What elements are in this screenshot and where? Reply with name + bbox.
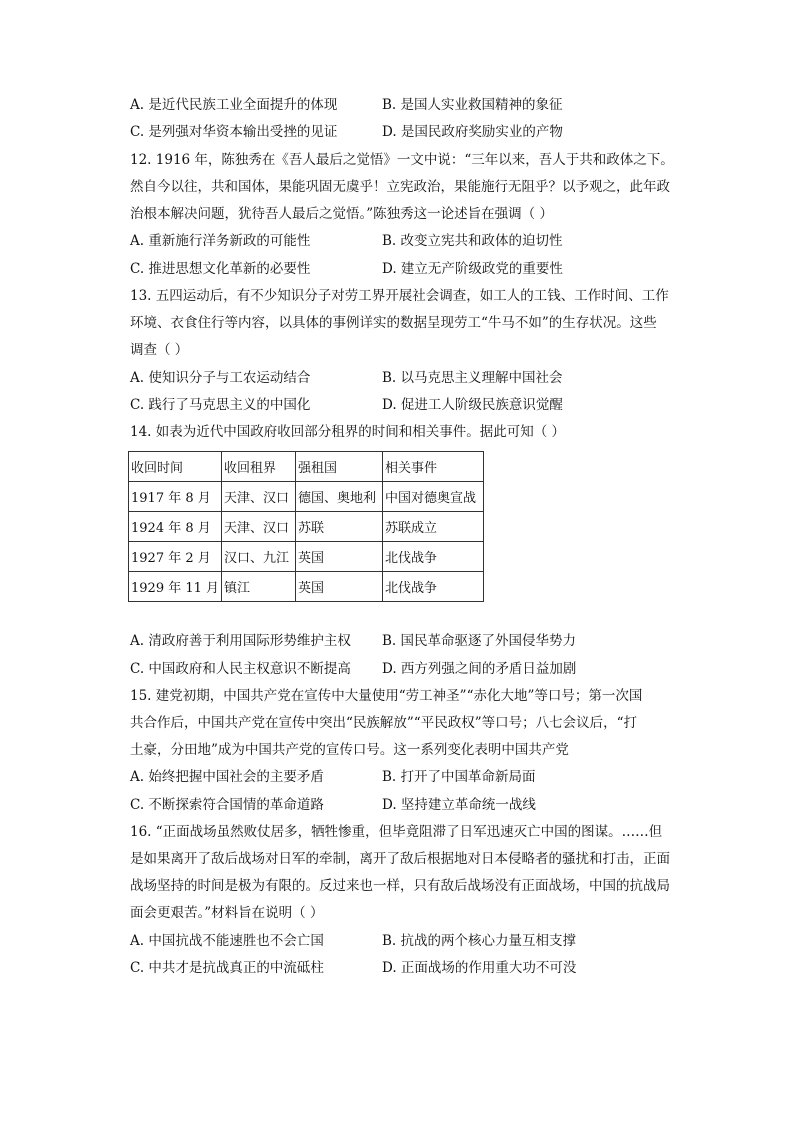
q16-stem-line-3: 战场坚持的时间是极为有限的。反过来也一样，只有敌后战场没有正面战场，中国的抗战局: [130, 878, 670, 894]
q16-stem-line-1: 16. “正面战场虽然败仗居多，牺牲惨重，但毕竟阻滞了日军迅速灭亡中国的图谋。……但: [130, 824, 663, 840]
q16-option-d: D. 正面战场的作用重大功不可没: [382, 960, 577, 976]
q13-option-d: D. 促进工人阶级民族意识觉醒: [382, 397, 563, 413]
q15-option-b: B. 打开了中国革命新局面: [382, 769, 536, 785]
q14-option-d: D. 西方列强之间的矛盾日益加剧: [382, 661, 577, 677]
q13-option-a: A. 使知识分子与工农运动结合: [130, 370, 311, 386]
table-header-row: [129, 452, 484, 482]
q13-option-c: C. 践行了马克思主义的中国化: [130, 397, 311, 413]
table-cell: 1924 年 8 月: [129, 512, 222, 542]
q13-stem-line-3: 调查（ ）: [130, 342, 189, 358]
q15-stem-line-3: 土豪，分田地”成为中国共产党的宣传口号。这一系列变化表明中国共产党: [130, 742, 569, 758]
q14-option-c: C. 中国政府和人民主权意识不断提高: [130, 661, 351, 677]
q12-stem-line-2: 然自今以往，共和国体，果能巩固无虞乎！立宪政治，果能施行无阻乎？以予观之，此年政: [130, 179, 670, 195]
q12-option-a: A. 重新施行洋务新政的可能性: [130, 233, 311, 249]
table-cell: 1927 年 2 月: [129, 542, 222, 572]
table-row: [129, 542, 484, 572]
table-cell: 天津、汉口: [222, 512, 296, 542]
table-cell: 天津、汉口: [222, 482, 296, 512]
q12-stem-line-1: 12. 1916 年，陈独秀在《吾人最后之觉悟》一文中说：“三年以来，吾人于共和政体之下。: [130, 152, 674, 168]
table-row: [129, 512, 484, 542]
q15-stem-line-1: 15. 建党初期，中国共产党在宣传中大量使用“劳工神圣”“赤化大地”等口号；第一次国: [130, 688, 643, 704]
q16-stem-line-4: 面会更艰苦。”材料旨在说明（ ）: [130, 905, 324, 921]
table-cell: 苏联: [296, 512, 383, 542]
q12-option-c: C. 推进思想文化革新的必要性: [130, 261, 311, 277]
table-row: [129, 482, 484, 512]
table-cell: 1929 年 11 月: [129, 572, 222, 602]
table-cell: 英国: [296, 542, 383, 572]
table-cell: 德国、奥地利: [296, 482, 383, 512]
table-header-cell: 强租国: [296, 452, 383, 482]
q14-option-b: B. 国民革命驱逐了外国侵华势力: [382, 633, 577, 649]
table-cell: 汉口、九江: [222, 542, 296, 572]
table-cell: 北伐战争: [383, 572, 484, 602]
q15-stem-line-2: 共合作后，中国共产党在宣传中突出“民族解放”“平民政权”等口号；八七会议后，“打: [130, 715, 638, 731]
q13-option-b: B. 以马克思主义理解中国社会: [382, 370, 563, 386]
q12-option-b: B. 改变立宪共和政体的迫切性: [382, 233, 563, 249]
table-header-cell: 相关事件: [383, 452, 484, 482]
q15-option-c: C. 不断探索符合国情的革命道路: [130, 797, 324, 813]
q12-option-d: D. 建立无产阶级政党的重要性: [382, 261, 563, 277]
table-row: [129, 572, 484, 602]
q16-stem-line-2: 是如果离开了敌后战场对日军的牵制，离开了敌后根据地对日本侵略者的骚扰和打击，正面: [130, 851, 670, 867]
q13-stem-line-1: 13. 五四运动后，有不少知识分子对劳工界开展社会调查，如工人的工钱、工作时间、工作: [130, 288, 669, 304]
table-cell: 镇江: [222, 572, 296, 602]
table-cell: 1917 年 8 月: [129, 482, 222, 512]
q16-option-c: C. 中共才是抗战真正的中流砥柱: [130, 960, 324, 976]
table-cell: 中国对德奥宣战: [383, 482, 484, 512]
q16-option-b: B. 抗战的两个核心力量互相支撑: [382, 933, 577, 949]
table-header-cell: 收回时间: [129, 452, 222, 482]
concession-table: [128, 451, 484, 602]
q11-option-a: A. 是近代民族工业全面提升的体现: [130, 97, 338, 113]
q16-option-a: A. 中国抗战不能速胜也不会亡国: [130, 933, 324, 949]
table-cell: 苏联成立: [383, 512, 484, 542]
table-header-cell: 收回租界: [222, 452, 296, 482]
q11-option-d: D. 是国民政府奖励实业的产物: [382, 124, 563, 140]
q14-stem-line-1: 14. 如表为近代中国政府收回部分租界的时间和相关事件。据此可知（ ）: [130, 424, 566, 440]
q12-stem-line-3: 治根本解决问题，犹待吾人最后之觉悟。”陈独秀这一论述旨在强调（ ）: [130, 206, 553, 222]
q13-stem-line-2: 环境、衣食住行等内容，以具体的事例详实的数据呈现劳工“牛马不如”的生存状况。这些: [130, 315, 657, 331]
q15-option-a: A. 始终把握中国社会的主要矛盾: [130, 769, 324, 785]
table-cell: 北伐战争: [383, 542, 484, 572]
table-cell: 英国: [296, 572, 383, 602]
q11-option-c: C. 是列强对华资本输出受挫的见证: [130, 124, 338, 140]
q11-option-b: B. 是国人实业救国精神的象征: [382, 97, 563, 113]
q14-option-a: A. 清政府善于利用国际形势维护主权: [130, 633, 351, 649]
q15-option-d: D. 坚持建立革命统一战线: [382, 797, 536, 813]
